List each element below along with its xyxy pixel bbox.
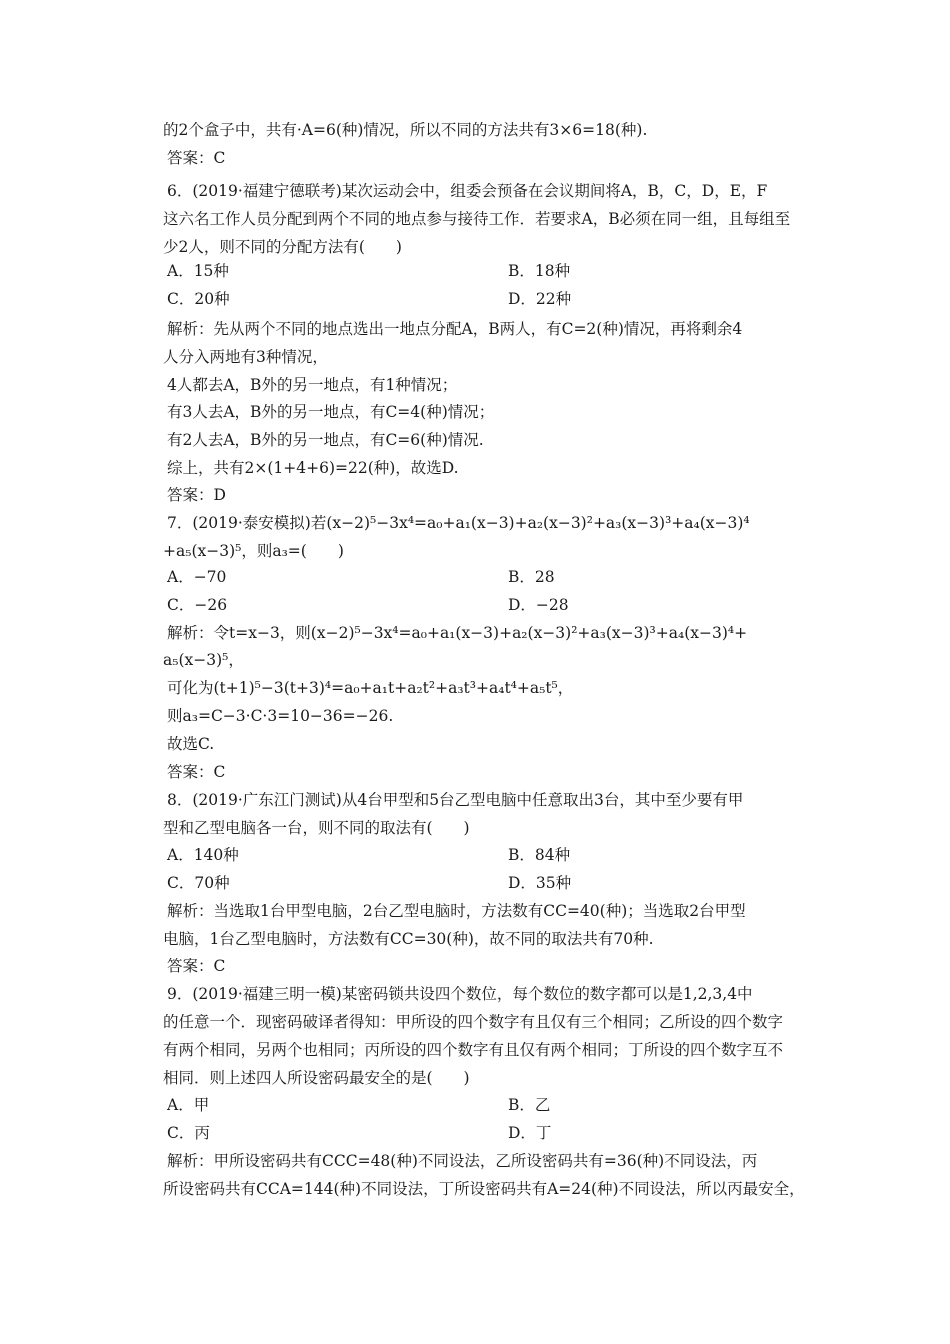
option-d: D．−28 (508, 596, 569, 614)
text-line: 有3人去A，B外的另一地点，有C=4(种)情况； (167, 403, 495, 421)
option-a: A．−70 (167, 568, 227, 586)
text-line: a₅(x−3)⁵， (163, 651, 244, 669)
text-line: 4人都去A，B外的另一地点，有1种情况； (167, 376, 458, 394)
option-a: A．140种 (167, 846, 239, 864)
option-c: C．−26 (167, 596, 228, 614)
text-line: 故选C. (167, 735, 215, 753)
answer-line: 答案：C (167, 149, 226, 167)
option-b: B．乙 (508, 1096, 551, 1114)
question-7: 7．(2019·泰安模拟)若(x−2)⁵−3x⁴=a₀+a₁(x−3)+a₂(x−3)²+a₃(x−3)³+a₄(x−3)⁴ (167, 514, 750, 532)
text-line: 这六名工作人员分配到两个不同的地点参与接待工作．若要求A，B必须在同一组，且每组至 (163, 210, 791, 228)
option-c: C．70种 (167, 874, 230, 892)
text-line: 所设密码共有CCA=144(种)不同设法，丁所设密码共有A=24(种)不同设法，所以丙最安全， (163, 1180, 805, 1198)
option-b: B．28 (508, 568, 555, 586)
text-line: +a₅(x−3)⁵，则a₃=( ) (163, 542, 344, 560)
text-line: 有两个相同，另两个也相同；丙所设的四个数字有且仅有两个相同；丁所设的四个数字互不 (163, 1041, 784, 1059)
answer-line: 答案：C (167, 763, 226, 781)
option-a: A．甲 (167, 1096, 210, 1114)
answer-line: 答案：C (167, 957, 226, 975)
option-d: D．22种 (508, 290, 572, 308)
text-line: 的任意一个．现密码破译者得知：甲所设的四个数字有且仅有三个相同；乙所设的四个数字 (163, 1013, 784, 1031)
text-line: 则a₃=C−3·C·3=10−36=−26. (167, 707, 394, 725)
question-9: 9．(2019·福建三明一模)某密码锁共设四个数位，每个数位的数字都可以是1,2,3,4中 (167, 985, 753, 1003)
solution-line: 解析：令t=x−3，则(x−2)⁵−3x⁴=a₀+a₁(x−3)+a₂(x−3)²+a₃(x−3)³+a₄(x−3)⁴+ (167, 624, 748, 642)
text-line: 有2人去A，B外的另一地点，有C=6(种)情况. (167, 431, 484, 449)
option-c: C．丙 (167, 1124, 210, 1142)
solution-line: 解析：先从两个不同的地点选出一地点分配A，B两人，有C=2(种)情况，再将剩余4 (167, 320, 743, 338)
text-line: 型和乙型电脑各一台，则不同的取法有( ) (163, 819, 470, 837)
text-line: 少2人，则不同的分配方法有( ) (163, 238, 402, 256)
option-a: A．15种 (167, 262, 229, 280)
option-d: D．丁 (508, 1124, 552, 1142)
text-line: 电脑，1台乙型电脑时，方法数有CC=30(种)，故不同的取法共有70种. (163, 930, 654, 948)
option-b: B．84种 (508, 846, 571, 864)
option-d: D．35种 (508, 874, 572, 892)
answer-line: 答案：D (167, 486, 226, 504)
option-b: B．18种 (508, 262, 571, 280)
question-8: 8．(2019·广东江门测试)从4台甲型和5台乙型电脑中任意取出3台，其中至少要有甲 (167, 791, 744, 809)
question-6: 6．(2019·福建宁德联考)某次运动会中，组委会预备在会议期间将A，B，C，D，E，F (167, 182, 768, 200)
text-line: 可化为(t+1)⁵−3(t+3)⁴=a₀+a₁t+a₂t²+a₃t³+a₄t⁴+a₅t⁵， (167, 679, 574, 697)
option-c: C．20种 (167, 290, 230, 308)
text-line: 综上，共有2×(1+4+6)=22(种)，故选D. (167, 459, 459, 477)
solution-line: 解析：当选取1台甲型电脑，2台乙型电脑时，方法数有CC=40(种)；当选取2台甲型 (167, 902, 746, 920)
text-line: 人分入两地有3种情况， (163, 348, 328, 366)
solution-line: 解析：甲所设密码共有CCC=48(种)不同设法，乙所设密码共有=36(种)不同设法，丙 (167, 1152, 758, 1170)
text-line: 的2个盒子中，共有·A=6(种)情况，所以不同的方法共有3×6=18(种). (163, 121, 648, 139)
text-line: 相同．则上述四人所设密码最安全的是( ) (163, 1069, 470, 1087)
